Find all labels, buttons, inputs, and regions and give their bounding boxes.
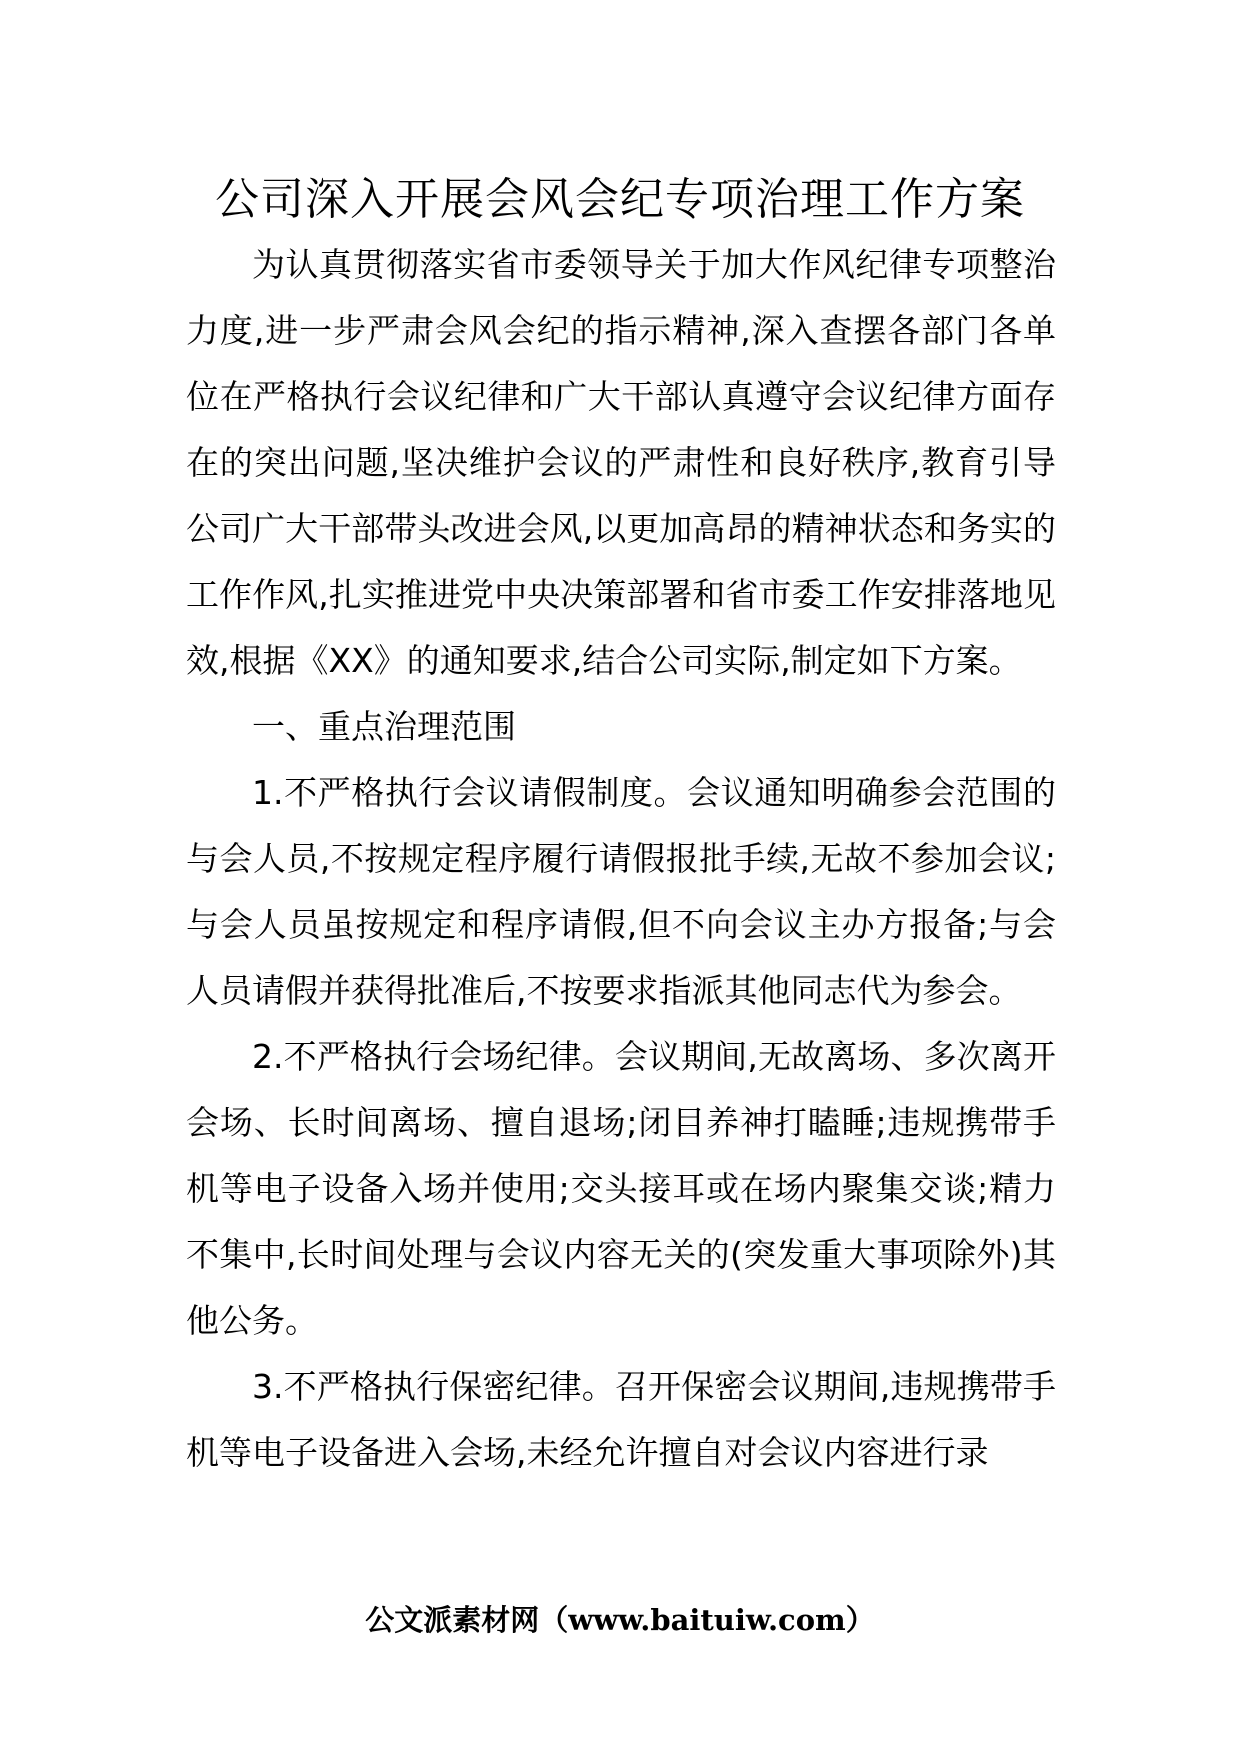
item-paragraph-2: 2.不严格执行会场纪律。会议期间,无故离场、多次离开会场、长时间离场、擅自退场;闭目养神打瞌睡;违规携带手机等电子设备入场并使用;交头接耳或在场内聚集交谈;精力不集中,长时间处理与会议内容无关的(突发重大事项除外)其他公务。 xyxy=(186,1037,1056,1340)
intro-paragraph: 为认真贯彻落实省市委领导关于加大作风纪律专项整治力度,进一步严肃会风会纪的指示精神,深入查摆各部门各单位在严格执行会议纪律和广大干部认真遵守会议纪律方面存在的突出问题,坚决维护会议的严肃性和良好秩序,教育引导公司广大干部带头改进会风,以更加高昂的精神状态和务实的工作作风,扎实推进党中央决策部署和省市委工作安排落地见效,根据《XX》的通知要求,结合公司实际,制定如下方案。 xyxy=(186,245,1056,680)
item-paragraph-3: 3.不严格执行保密纪律。召开保密会议期间,违规携带手机等电子设备进入会场,未经允许擅自对会议内容进行录 xyxy=(186,1367,1056,1472)
footer-watermark: 公文派素材网（www.baituiw.com） xyxy=(365,1603,875,1637)
document-body xyxy=(186,232,1056,1486)
document-title: 公司深入开展会风会纪专项治理工作方案 xyxy=(215,174,1025,225)
section-heading: 一、重点治理范围 xyxy=(252,707,516,746)
item-paragraph-1: 1.不严格执行会议请假制度。会议通知明确参会范围的与会人员,不按规定程序履行请假报批手续,无故不参加会议;与会人员虽按规定和程序请假,但不向会议主办方报备;与会人员请假并获得批准后,不按要求指派其他同志代为参会。 xyxy=(186,773,1056,1010)
